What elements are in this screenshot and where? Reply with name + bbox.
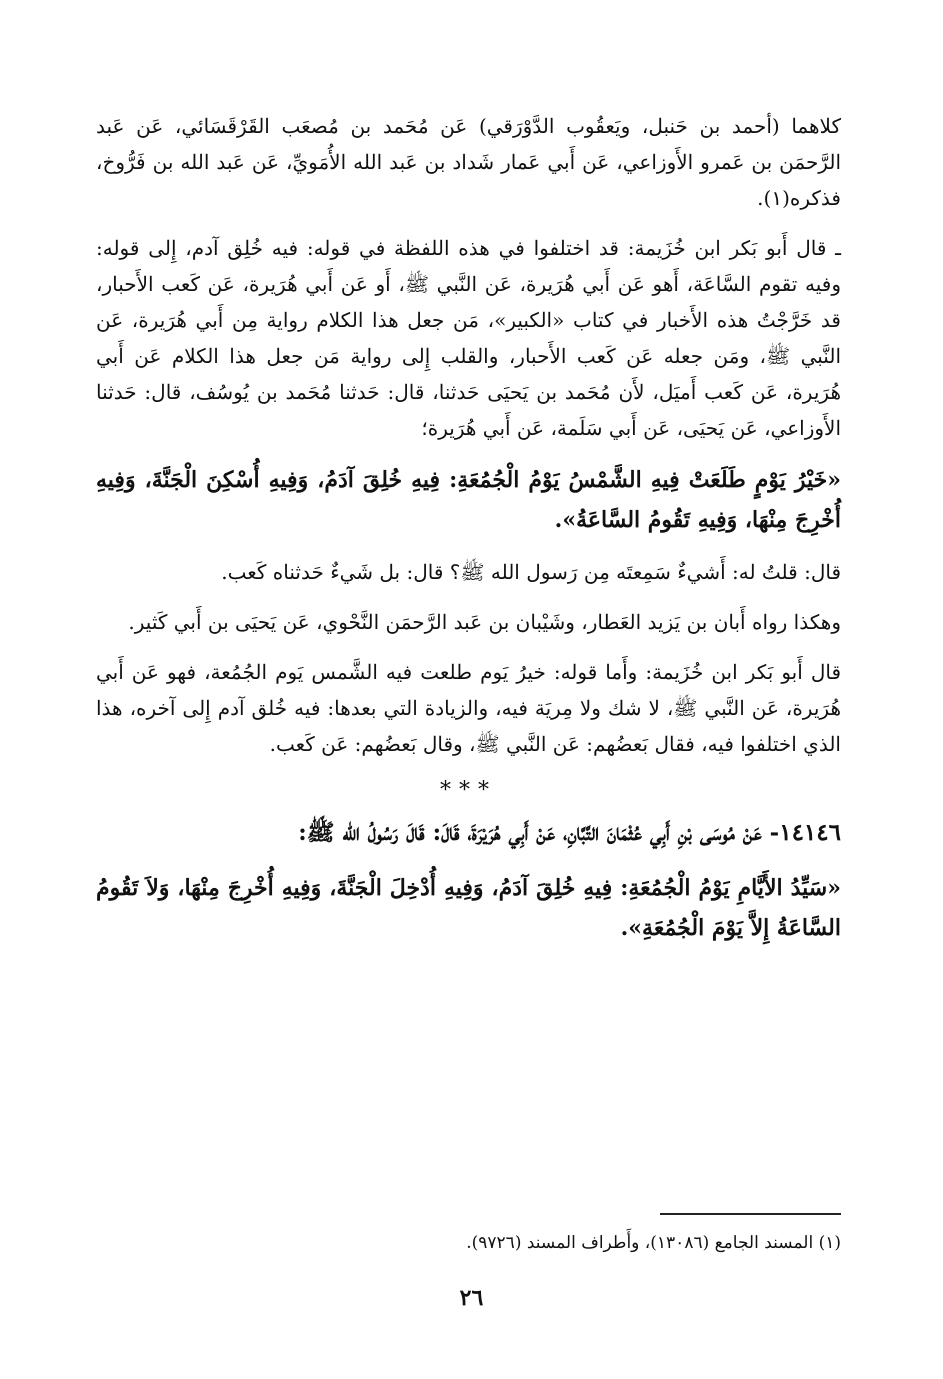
hadith-text-1: «خَيْرُ يَوْمٍ طَلَعَتْ فِيهِ الشَّمْسُ يَوْمُ الْجُمُعَةِ: فِيهِ خُلِقَ آدَمُ، وَفِيهِ أُسْكِنَ الْجَنَّةَ، وَفِيهِ أُخْرِجَ مِنْهَا، وَفِيهِ تَقُومُ السَّاعَةُ». — [96, 467, 841, 533]
hadith-header-14146: ١٤١٤٦- عَنْ مُوسَى بْنِ أَبِي عُثْمَانَ التَّبَّانِ، عَنْ أَبِي هُرَيْرَةَ، قَالَ: قَالَ رَسُولُ الله ﷺ: — [298, 819, 841, 846]
page-number: ٢٦ — [459, 1285, 484, 1311]
footnote: (١) المسند الجامع (١٣٠٨٦)، وأَطراف المسند (٩٧٢٦). — [466, 1233, 841, 1253]
footnote-divider — [660, 1213, 841, 1215]
ibn-khuzaymah-commentary: ـ قال أَبو بَكر ابن خُزَيمة: قد اختلفوا في هذه اللفظة في قوله: فيه خُلِق آدم، إِلى قوله: وفيه تقوم السَّاعَة، أَهو عَن أَبي هُرَيرة، عَن النَّبي ﷺ، أَو عَن أَبي هُرَيرة، عَن كَعب الأَحبار، قد خَرَّجْتُ هذه الأَخبار في كتاب «الكبير»، مَن جعل هذا الكلام رواية مِن أَبي هُرَيرة، عَن النَّبي ﷺ، ومَن جعله عَن كَعب الأَحبار، والقلب إِلى رواية مَن جعل هذا الكلام عَن أَبي هُرَيرة، عَن كَعب أَميَل، لأَن مُحَمد بن يَحيَى حَدثنا، قال: حَدثنا مُحَمد بن يُوسُف، قال: حَدثنا الأَوزاعي، عَن يَحيَى، عَن أَبي سَلَمة، عَن أَبي هُرَيرة؛ — [96, 236, 841, 440]
ibn-khuzaymah-conclusion: قال أَبو بَكر ابن خُزَيمة: وأَما قوله: خيرُ يَوم طلعت فيه الشَّمس يَوم الجُمُعة، فهو عَن أَبي هُرَيرة، عَن النَّبي ﷺ، لا شك ولا مِريَة فيه، والزيادة التي بعدها: فيه خُلق آدم إِلى آخره، هذا الذي اختلفوا فيه، فقال بَعضُهم: عَن النَّبي ﷺ، وقال بَعضُهم: عَن كَعب. — [96, 660, 841, 756]
other-narrations: وهكذا رواه أَبان بن يَزيد العَطار، وشَيْبان بن عَبد الرَّحمَن النَّحْوي، عَن يَحيَى بن أَبي كَثير. — [128, 610, 841, 634]
main-text — [96, 108, 841, 962]
chain-of-narration: كلاهما (أحمد بن حَنبل، ويَعقُوب الدَّوْرَقي) عَن مُحَمد بن مُصعَب القَرْقَسَائي، عَن عَبد الرَّحمَن بن عَمرو الأَوزاعي، عَن أَبي عَمار شَداد بن عَبد الله الأُمَويِّ، عَن عَبد الله بن فَرُّوخ، فذكره(١). — [96, 114, 841, 210]
section-separator: *** — [440, 778, 497, 803]
hadith-text-2: «سَيِّدُ الأَيَّامِ يَوْمُ الْجُمُعَةِ: فِيهِ خُلِقَ آدَمُ، وَفِيهِ أُدْخِلَ الْجَنَّةَ، وَفِيهِ أُخْرِجَ مِنْهَا، وَلاَ تَقُومُ السَّاعَةُ إِلاَّ يَوْمَ الْجُمُعَةِ». — [96, 875, 841, 941]
question-answer: قال: قلتُ له: أَشيءٌ سَمِعتَه مِن رَسول الله ﷺ؟ قال: بل شَيءٌ حَدثناه كَعب. — [221, 560, 841, 584]
